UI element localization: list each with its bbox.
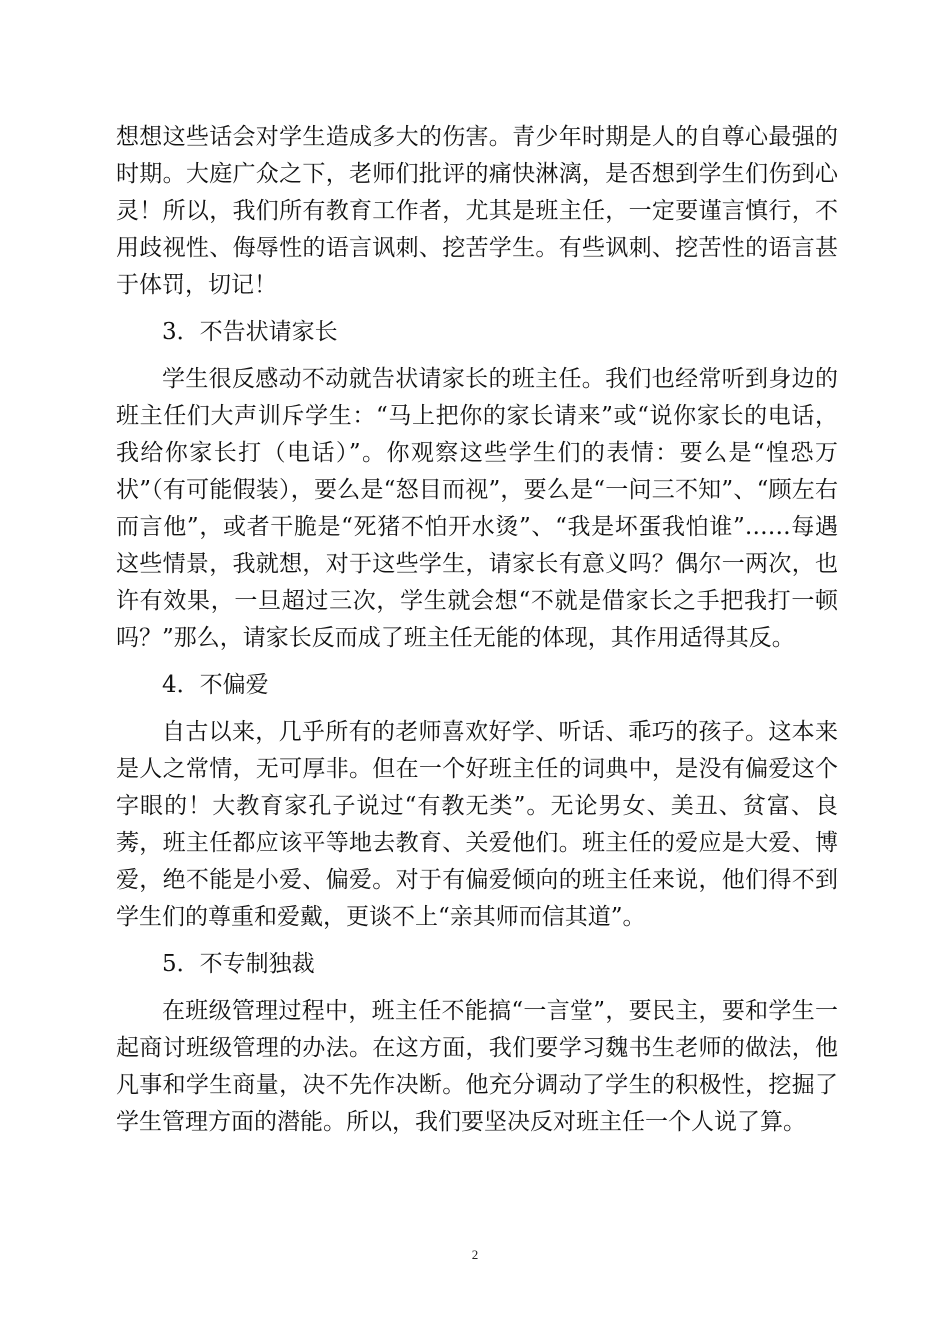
body-paragraph: 自古以来，几乎所有的老师喜欢好学、听话、乖巧的孩子。这本来是人之常情，无可厚非。但在一个好班主任的词典中，是没有偏爱这个字眼的！大教育家孔子说过“有教无类”。无论男女、美丑、贫富、良莠，班主任都应该平等地去教育、关爱他们。班主任的爱应是大爱、博爱，绝不能是小爱、偏爱。对于有偏爱倾向的班主任来说，他们得不到学生们的尊重和爱戴，更谈不上“亲其师而信其道”。 <box>116 719 838 930</box>
section-heading-5: 5．不专制独裁 <box>162 951 315 977</box>
page-number: 2 <box>471 1247 479 1262</box>
document-body <box>116 119 838 1141</box>
body-paragraph: 想想这些话会对学生造成多大的伤害。青少年时期是人的自尊心最强的时期。大庭广众之下，老师们批评的痛快淋漓，是否想到学生们伤到心灵！所以，我们所有教育工作者，尤其是班主任，一定要谨言慎行，不用歧视性、侮辱性的语言讽刺、挖苦学生。有些讽刺、挖苦性的语言甚于体罚，切记！ <box>116 124 838 298</box>
section-heading-3: 3．不告状请家长 <box>162 319 338 345</box>
section-heading-4: 4．不偏爱 <box>162 672 269 698</box>
body-paragraph: 学生很反感动不动就告状请家长的班主任。我们也经常听到身边的班主任们大声训斥学生：“马上把你的家长请来”或“说你家长的电话，我给你家长打（电话）”。你观察这些学生们的表情：要么是“惶恐万状”（有可能假装），要么是“怒目而视”，要么是“一问三不知”、“顾左右而言他”，或者干脆是“死猪不怕开水烫”、“我是坏蛋我怕谁”……每遇这些情景，我就想，对于这些学生，请家长有意义吗？偶尔一两次，也许有效果，一旦超过三次，学生就会想“不就是借家长之手把我打一顿吗？”那么，请家长反而成了班主任无能的体现，其作用适得其反。 <box>116 366 838 651</box>
body-paragraph: 在班级管理过程中，班主任不能搞“一言堂”，要民主，要和学生一起商讨班级管理的办法。在这方面，我们要学习魏书生老师的做法，他凡事和学生商量，决不先作决断。他充分调动了学生的积极性，挖掘了学生管理方面的潜能。所以，我们要坚决反对班主任一个人说了算。 <box>116 998 838 1135</box>
